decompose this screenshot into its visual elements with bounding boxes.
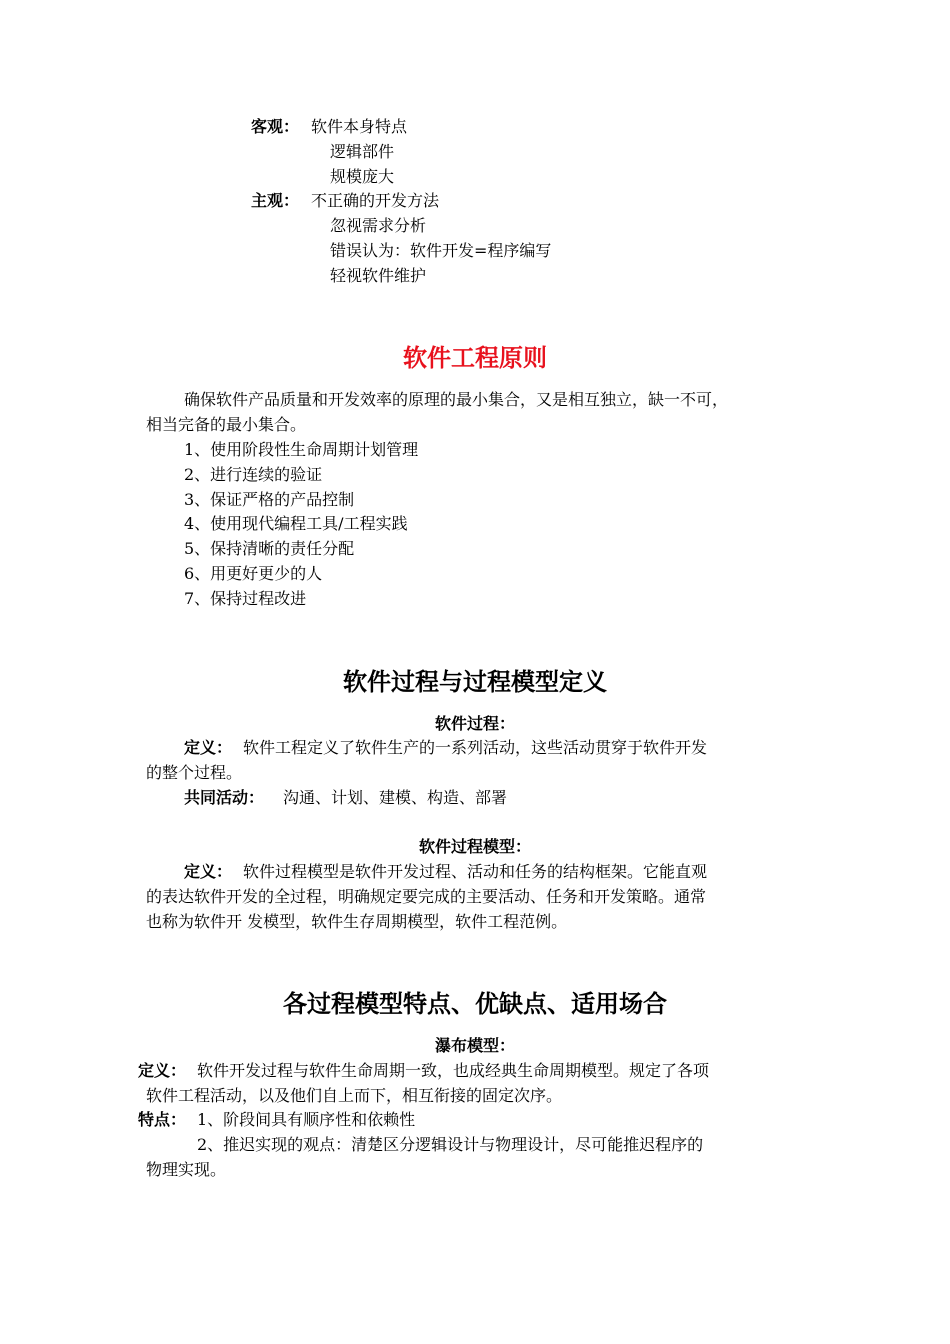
principle-item: 6、用更好更少的人 xyxy=(184,564,323,583)
objective-item: 逻辑部件 xyxy=(330,142,395,161)
principles-intro: 确保软件产品质量和开发效率的原理的最小集合，又是相互独立，缺一不可， xyxy=(184,390,729,409)
objective-item: 软件本身特点 xyxy=(311,117,408,136)
waterfall-def-text: 软件工程活动，以及他们自上而下，相互衔接的固定次序。 xyxy=(146,1086,563,1105)
objective-item: 规模庞大 xyxy=(330,167,395,186)
subjective-item: 轻视软件维护 xyxy=(330,266,427,285)
principles-title: 软件工程原则 xyxy=(403,344,547,372)
models-title: 各过程模型特点、优缺点、适用场合 xyxy=(283,990,667,1018)
waterfall-def-text: 软件开发过程与软件生命周期一致，也成经典生命周期模型。规定了各项 xyxy=(197,1061,710,1080)
feature-item: 2、推迟实现的观点：清楚区分逻辑设计与物理设计，尽可能推迟程序的 xyxy=(197,1135,704,1154)
principles-intro: 相当完备的最小集合。 xyxy=(146,415,307,434)
principle-item: 5、保持清晰的责任分配 xyxy=(184,539,355,558)
objective-label: 客观： xyxy=(251,117,300,136)
feature-label: 特点： xyxy=(138,1110,187,1129)
subjective-item: 错误认为：软件开发=程序编写 xyxy=(330,241,552,260)
principle-item: 3、保证严格的产品控制 xyxy=(184,490,355,509)
principle-item: 2、进行连续的验证 xyxy=(184,465,323,484)
model-subtitle: 软件过程模型： xyxy=(418,837,531,856)
process-def-title: 软件过程与过程模型定义 xyxy=(343,668,607,696)
feature-item: 物理实现。 xyxy=(146,1160,227,1179)
def-label: 定义： xyxy=(184,738,233,757)
principle-item: 4、使用现代编程工具/工程实践 xyxy=(184,514,408,533)
common-label: 共同活动： xyxy=(184,788,265,807)
waterfall-subtitle: 瀑布模型： xyxy=(434,1036,515,1055)
model-def-text: 的表达软件开发的全过程，明确规定要完成的主要活动、任务和开发策略。通常 xyxy=(146,887,707,906)
common-text: 沟通、计划、建模、构造、部署 xyxy=(283,788,508,807)
principle-item: 7、保持过程改进 xyxy=(184,589,307,608)
waterfall-def-label: 定义： xyxy=(138,1061,187,1080)
def-text: 的整个过程。 xyxy=(146,763,243,782)
model-def-text: 软件过程模型是软件开发过程、活动和任务的结构框架。它能直观 xyxy=(243,862,708,881)
process-subtitle: 软件过程： xyxy=(434,714,515,733)
subjective-item: 不正确的开发方法 xyxy=(311,191,440,210)
subjective-item: 忽视需求分析 xyxy=(330,216,427,235)
def-text: 软件工程定义了软件生产的一系列活动，这些活动贯穿于软件开发 xyxy=(243,738,708,757)
principle-item: 1、使用阶段性生命周期计划管理 xyxy=(184,440,419,459)
feature-item: 1、阶段间具有顺序性和依赖性 xyxy=(197,1110,416,1129)
subjective-label: 主观： xyxy=(251,191,300,210)
model-def-text: 也称为软件开 发模型，软件生存周期模型，软件工程范例。 xyxy=(146,912,568,931)
model-def-label: 定义： xyxy=(184,862,233,881)
